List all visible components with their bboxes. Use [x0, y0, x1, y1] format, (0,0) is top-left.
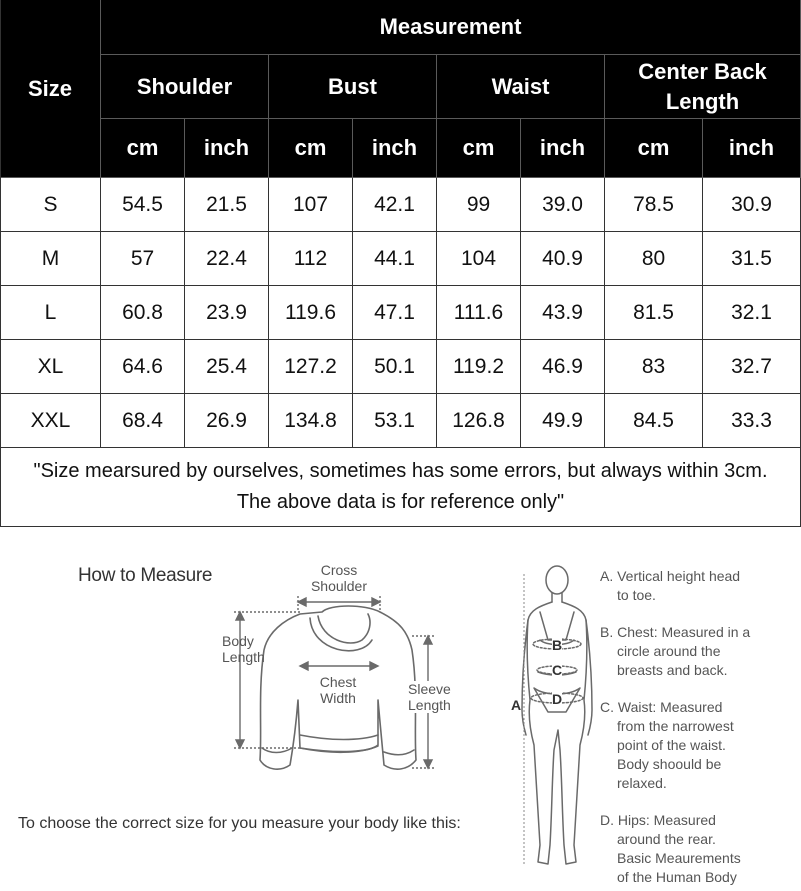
size-cell: M	[0, 232, 101, 286]
step-b-line2: circle around the	[617, 643, 721, 659]
measurement-cell: 54.5	[101, 178, 185, 232]
measurement-cell: 127.2	[269, 340, 353, 394]
unit-cm-waist: cm	[437, 119, 521, 178]
measurement-cell: 30.9	[703, 178, 801, 232]
size-cell: L	[0, 286, 101, 340]
size-cell: XL	[0, 340, 101, 394]
measurement-cell: 32.7	[703, 340, 801, 394]
cross-shoulder-label	[306, 562, 372, 594]
shoulder-header-label: Shoulder	[136, 73, 233, 99]
center-back-length-line2: Length	[665, 88, 740, 114]
cross-shoulder-line2: Shoulder	[310, 578, 368, 594]
disclaimer-line-2: The above data is for reference only"	[236, 491, 565, 513]
measurement-cell: 49.9	[521, 394, 605, 448]
chest-width-label	[312, 674, 364, 706]
figure-letter-a: A	[511, 697, 522, 713]
unit-inch-shoulder: inch	[185, 119, 269, 178]
step-a-line1: A. Vertical height head	[600, 568, 741, 584]
measurement-cell: 53.1	[353, 394, 437, 448]
measurement-cell: 47.1	[353, 286, 437, 340]
figure-letter-d: D	[552, 691, 563, 707]
measurement-cell: 44.1	[353, 232, 437, 286]
measurement-cell: 23.9	[185, 286, 269, 340]
measurement-cell: 134.8	[269, 394, 353, 448]
step-c-line3: point of the waist.	[617, 737, 726, 753]
center-back-length-header	[605, 55, 801, 119]
measurement-cell: 81.5	[605, 286, 703, 340]
body-length-line1: Body	[222, 633, 254, 649]
measurement-cell: 83	[605, 340, 703, 394]
waist-header-label: Waist	[491, 73, 550, 99]
unit-inch-waist: inch	[521, 119, 605, 178]
measurement-cell: 119.2	[437, 340, 521, 394]
measurement-cell: 119.6	[269, 286, 353, 340]
body-length-label	[222, 633, 265, 665]
measurement-cell: 39.0	[521, 178, 605, 232]
measurement-cell: 25.4	[185, 340, 269, 394]
measurement-cell: 33.3	[703, 394, 801, 448]
measurement-cell: 21.5	[185, 178, 269, 232]
measurement-cell: 84.5	[605, 394, 703, 448]
sleeve-length-label	[408, 681, 451, 713]
measurement-cell: 99	[437, 178, 521, 232]
measurement-cell: 26.9	[185, 394, 269, 448]
center-back-length-line1: Center Back	[638, 58, 767, 84]
step-a-line2: to toe.	[617, 587, 656, 603]
measurement-cell: 40.9	[521, 232, 605, 286]
step-b-line3: breasts and back.	[617, 662, 728, 678]
figure-letter-b: B	[552, 637, 563, 653]
measurement-cell: 42.1	[353, 178, 437, 232]
step-a-vertical-height	[600, 567, 800, 605]
sleeve-length-line1: Sleeve	[408, 681, 451, 697]
measurement-cell: 31.5	[703, 232, 801, 286]
measurement-cell: 126.8	[437, 394, 521, 448]
size-header: Size	[0, 0, 101, 178]
shoulder-header	[101, 55, 269, 119]
bust-header	[269, 55, 437, 119]
step-d-line1: D. Hips: Measured	[600, 812, 716, 828]
measurement-cell: 78.5	[605, 178, 703, 232]
step-c-waist	[600, 698, 800, 793]
disclaimer-note	[0, 448, 801, 527]
measurement-cell: 112	[269, 232, 353, 286]
chest-width-line1: Chest	[319, 674, 357, 690]
cross-shoulder-line1: Cross	[320, 562, 358, 578]
size-cell: S	[0, 178, 101, 232]
unit-inch-center-back: inch	[703, 119, 801, 178]
bust-header-label: Bust	[328, 73, 377, 99]
unit-cm-bust: cm	[269, 119, 353, 178]
measurement-cell: 43.9	[521, 286, 605, 340]
measurement-header: Measurement	[101, 0, 801, 55]
measurement-cell: 107	[269, 178, 353, 232]
step-c-line4: Body shoould be	[617, 756, 722, 772]
step-d-hips	[600, 811, 800, 887]
body-length-line2: Length	[222, 649, 265, 665]
measurement-cell: 64.6	[101, 340, 185, 394]
waist-header	[437, 55, 605, 119]
sleeve-length-line2: Length	[408, 697, 451, 713]
chest-width-line2: Width	[320, 690, 356, 706]
size-cell: XXL	[0, 394, 101, 448]
measurement-cell: 57	[101, 232, 185, 286]
measurement-cell: 60.8	[101, 286, 185, 340]
choose-size-instruction: To choose the correct size for you measure your body like this:	[18, 815, 461, 832]
unit-cm-center-back: cm	[605, 119, 703, 178]
unit-inch-bust: inch	[353, 119, 437, 178]
step-b-line1: B. Chest: Measured in a	[600, 624, 751, 640]
step-d-line2: around the rear.	[617, 831, 716, 847]
measurement-cell: 68.4	[101, 394, 185, 448]
measurement-cell: 32.1	[703, 286, 801, 340]
unit-cm-shoulder: cm	[101, 119, 185, 178]
step-d-line3: Basic Meaurements	[617, 850, 741, 866]
step-c-line2: from the narrowest	[617, 718, 734, 734]
measurement-cell: 111.6	[437, 286, 521, 340]
step-b-chest	[600, 623, 800, 680]
measurement-cell: 46.9	[521, 340, 605, 394]
measurement-cell: 104	[437, 232, 521, 286]
step-c-line1: C. Waist: Measured	[600, 699, 723, 715]
step-c-line5: relaxed.	[617, 775, 667, 791]
figure-letter-c: C	[552, 662, 563, 678]
disclaimer-line-1: "Size mearsured by ourselves, sometimes has some errors, but always within 3cm.	[33, 460, 768, 482]
measurement-cell: 50.1	[353, 340, 437, 394]
how-to-measure-title: How to Measure	[78, 565, 213, 586]
measurement-cell: 80	[605, 232, 703, 286]
step-d-line4: of the Human Body	[617, 869, 737, 885]
measurement-cell: 22.4	[185, 232, 269, 286]
